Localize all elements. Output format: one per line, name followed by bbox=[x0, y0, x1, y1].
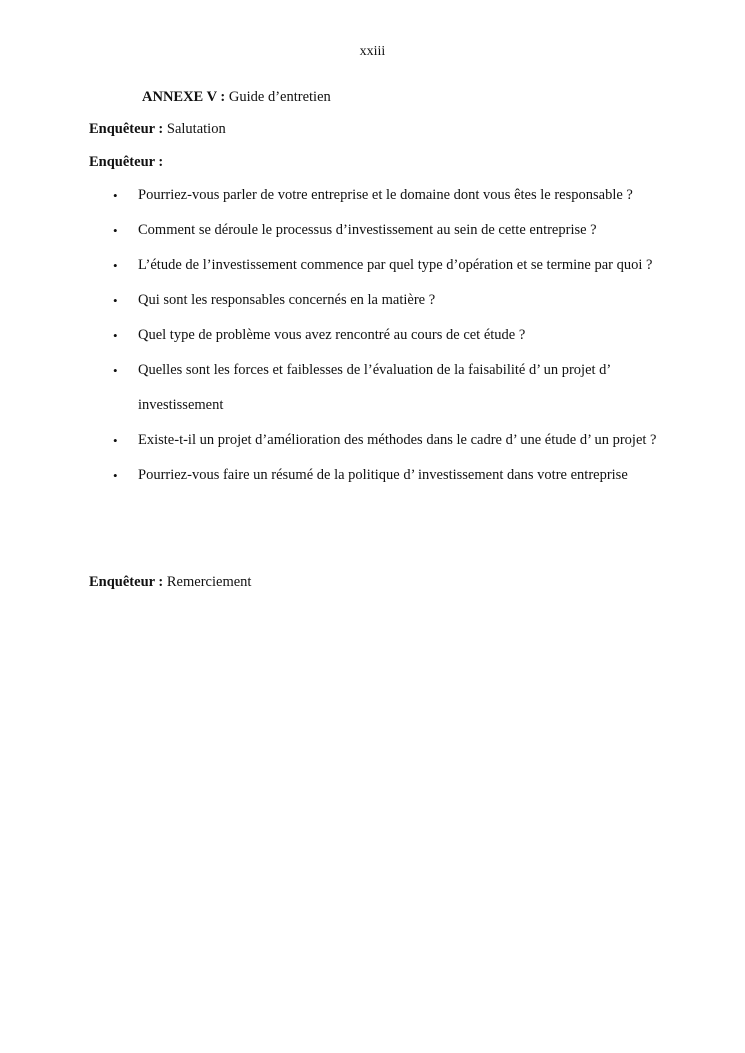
bullet-icon: • bbox=[113, 328, 118, 343]
question-item bbox=[0, 178, 745, 213]
bullet-icon: • bbox=[113, 363, 118, 378]
intro-line-questions bbox=[89, 154, 163, 171]
question-item bbox=[0, 283, 745, 318]
annex-label: ANNEXE V : bbox=[142, 89, 226, 105]
closing-text: Remerciement bbox=[166, 574, 252, 590]
question-text: Existe-t-il un projet d’amélioration des méthodes dans le cadre d’ une étude d’ un projet ? bbox=[138, 432, 657, 448]
question-item bbox=[0, 213, 745, 248]
bullet-icon: • bbox=[113, 223, 118, 238]
question-text: Comment se déroule le processus d’investissement au sein de cette entreprise ? bbox=[138, 222, 597, 238]
intro-line-salutation bbox=[89, 121, 226, 138]
question-item bbox=[0, 353, 745, 423]
question-item bbox=[0, 458, 745, 493]
bullet-icon: • bbox=[113, 433, 118, 448]
bullet-icon: • bbox=[113, 468, 118, 483]
questions-list bbox=[0, 178, 745, 493]
question-item bbox=[0, 318, 745, 353]
annex-title-text: Guide d’entretien bbox=[228, 89, 331, 105]
question-text: Quel type de problème vous avez rencontré au cours de cet étude ? bbox=[138, 327, 526, 343]
bullet-icon: • bbox=[113, 293, 118, 308]
intro-text: Salutation bbox=[166, 121, 226, 137]
question-text: Pourriez-vous parler de votre entreprise et le domaine dont vous êtes le responsable ? bbox=[138, 187, 633, 203]
question-item bbox=[0, 423, 745, 458]
question-text: Quelles sont les forces et faiblesses de l’évaluation de la faisabilité d’ un projet d’ investissement bbox=[138, 362, 611, 413]
closing-line bbox=[89, 574, 251, 591]
bullet-icon: • bbox=[113, 188, 118, 203]
page-number: xxiii bbox=[359, 44, 386, 59]
question-item bbox=[0, 248, 745, 283]
speaker-label: Enquêteur : bbox=[89, 574, 164, 590]
speaker-label: Enquêteur : bbox=[89, 154, 164, 170]
question-text: Pourriez-vous faire un résumé de la politique d’ investissement dans votre entreprise bbox=[138, 467, 628, 483]
annex-heading bbox=[142, 89, 331, 106]
question-text: Qui sont les responsables concernés en la matière ? bbox=[138, 292, 436, 308]
question-text: L’étude de l’investissement commence par quel type d’opération et se termine par quoi ? bbox=[138, 257, 653, 273]
speaker-label: Enquêteur : bbox=[89, 121, 164, 137]
bullet-icon: • bbox=[113, 258, 118, 273]
